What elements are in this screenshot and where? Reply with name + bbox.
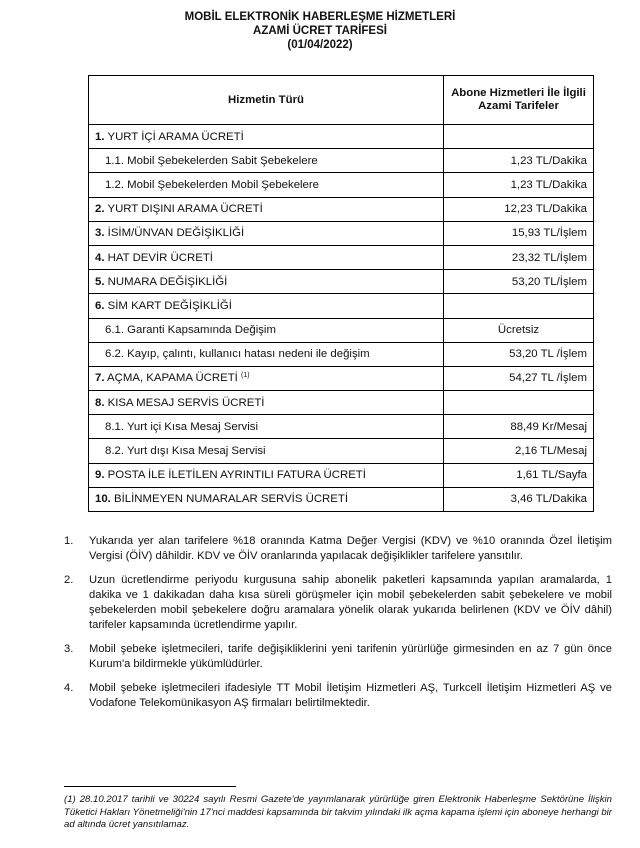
price-cell [444, 294, 594, 318]
service-label: KISA MESAJ SERVİS ÜCRETİ [107, 396, 265, 409]
price-cell: 54,27 TL /İşlem [444, 366, 594, 390]
row-number: 3. [95, 227, 105, 240]
service-label: YURT İÇİ ARAMA ÜCRETİ [107, 130, 244, 143]
row-number: 5. [95, 275, 105, 288]
table-row [89, 245, 594, 269]
price-cell: 23,32 TL/İşlem [444, 245, 594, 269]
service-label: BİLİNMEYEN NUMARALAR SERVİS ÜCRETİ [114, 493, 348, 506]
price-cell: 15,93 TL/İşlem [444, 221, 594, 245]
service-label: 1.1. Mobil Şebekelerden Sabit Şebekelere [105, 154, 318, 167]
notes-list [64, 534, 612, 720]
service-cell [89, 149, 444, 173]
note-number: 2. [64, 574, 74, 586]
row-number: 4. [95, 251, 105, 264]
table-row [89, 197, 594, 221]
note-number: 3. [64, 643, 74, 655]
table-row [89, 270, 594, 294]
price-cell: Ücretsiz [444, 318, 594, 342]
service-cell [89, 294, 444, 318]
service-label: 6.1. Garanti Kapsamında Değişim [105, 324, 276, 337]
service-label: HAT DEVİR ÜCRETİ [107, 251, 213, 264]
table-row [89, 125, 594, 149]
list-item [64, 681, 612, 711]
table-row [89, 487, 594, 511]
service-label: NUMARA DEĞİŞİKLİĞİ [107, 275, 228, 288]
table-row [89, 173, 594, 197]
service-cell [89, 125, 444, 149]
table-row [89, 415, 594, 439]
service-label: POSTA İLE İLETİLEN AYRINTILI FATURA ÜCRETİ [107, 469, 366, 482]
service-label: 8.2. Yurt dışı Kısa Mesaj Servisi [105, 445, 266, 458]
footnote-divider [64, 786, 236, 787]
row-number: 7. [95, 372, 105, 385]
service-cell [89, 318, 444, 342]
tariff-table-body [89, 125, 594, 512]
service-label: YURT DIŞINI ARAMA ÜCRETİ [107, 203, 263, 216]
note-number: 4. [64, 682, 74, 694]
service-cell [89, 391, 444, 415]
table-row [89, 149, 594, 173]
service-cell [89, 463, 444, 487]
price-cell: 12,23 TL/Dakika [444, 197, 594, 221]
service-label: 1.2. Mobil Şebekelerden Mobil Şebekelere [105, 178, 320, 191]
table-row [89, 221, 594, 245]
list-item [64, 573, 612, 633]
note-number: 1. [64, 535, 74, 547]
table-row [89, 391, 594, 415]
note-text: Mobil şebeke işletmecileri, tarife değişikliklerini yeni tarifenin yürürlüğe girmesinden en az 7 gün önce Kurum'a bildirmekle yükümlüdürler. [89, 643, 612, 670]
note-text: Yukarıda yer alan tarifelere %18 oranında Katma Değer Vergisi (KDV) ve %10 oranında Özel İletişim Vergisi (ÖİV) dâhildir. KDV ve ÖİV oranlarında yapılacak değişiklikler tarifelere yansıtılır. [89, 535, 612, 562]
row-number: 9. [95, 469, 105, 482]
table-row [89, 366, 594, 390]
service-cell [89, 342, 444, 366]
row-number: 1. [95, 130, 105, 143]
price-cell: 88,49 Kr/Mesaj [444, 415, 594, 439]
service-cell [89, 221, 444, 245]
header-subtitle: AZAMİ ÜCRET TARİFESİ [253, 25, 387, 37]
service-cell [89, 270, 444, 294]
header-title: MOBİL ELEKTRONİK HABERLEŞME HİZMETLERİ [184, 11, 456, 23]
list-item [64, 534, 612, 564]
price-cell: 2,16 TL/Mesaj [444, 439, 594, 463]
service-cell [89, 366, 444, 390]
price-cell: 1,61 TL/Sayfa [444, 463, 594, 487]
price-cell [444, 391, 594, 415]
price-cell: 1,23 TL/Dakika [444, 149, 594, 173]
row-number: 2. [95, 203, 105, 216]
note-text: Mobil şebeke işletmecileri ifadesiyle TT Mobil İletişim Hizmetleri AŞ, Turkcell İletişim Hizmetleri AŞ ve Vodafone Telekomünikasyon AŞ firmaları belirtilmektedir. [89, 682, 612, 709]
document-header [0, 10, 640, 52]
service-label: 6.2. Kayıp, çalıntı, kullanıcı hatası nedeni ile değişim [105, 348, 370, 361]
price-cell [444, 125, 594, 149]
service-label: 8.1. Yurt içi Kısa Mesaj Servisi [105, 420, 258, 433]
service-cell [89, 487, 444, 511]
footnote-reference: (1) [241, 372, 250, 380]
column-header-price: Abone Hizmetleri İle İlgili Azami Tarifeler [444, 76, 594, 125]
footnote: (1) 28.10.2017 tarihli ve 30224 sayılı Resmi Gazete'de yayımlanarak yürürlüğe giren Elektronik Haberleşme Sektörüne İlişkin Tüketici Hakları Yönetmeliği'nin 17'nci maddesi kapsamında bir takvim yılındaki ilk açma kapama işlemi için aboneye herhangi bir ad altında ücret yansıtılamaz. [64, 794, 612, 830]
table-row [89, 294, 594, 318]
service-label: İSİM/ÜNVAN DEĞİŞİKLİĞİ [107, 227, 245, 240]
table-row [89, 342, 594, 366]
table-header-row [89, 76, 594, 125]
tariff-table [88, 75, 594, 512]
row-number: 8. [95, 396, 105, 409]
service-cell [89, 439, 444, 463]
service-cell [89, 197, 444, 221]
note-text: Uzun ücretlendirme periyodu kurgusuna sahip abonelik paketleri kapsamında yapılan aramalarda, 1 dakika ve 1 dakikadan daha kısa süreli görüşmeler için mobil şebekelerden sabit şebekelere ve mobil şebekelerden mobil şebekelere doğru aramalara yönelik olarak yukarıda belirlenen (KDV ve ÖİV dâhil) tarifeler kapsamında ücretlendirme yapılır. [89, 574, 612, 631]
row-number: 10. [95, 493, 111, 506]
service-cell [89, 415, 444, 439]
service-label: SİM KART DEĞİŞİKLİĞİ [107, 299, 232, 312]
table-row [89, 463, 594, 487]
price-cell: 1,23 TL/Dakika [444, 173, 594, 197]
service-cell [89, 173, 444, 197]
list-item [64, 642, 612, 672]
table-row [89, 318, 594, 342]
price-cell: 53,20 TL/İşlem [444, 270, 594, 294]
price-cell: 3,46 TL/Dakika [444, 487, 594, 511]
price-cell: 53,20 TL /İşlem [444, 342, 594, 366]
table-row [89, 439, 594, 463]
column-header-service: Hizmetin Türü [89, 76, 444, 125]
row-number: 6. [95, 299, 105, 312]
service-cell [89, 245, 444, 269]
header-date: (01/04/2022) [287, 39, 353, 51]
service-label: AÇMA, KAPAMA ÜCRETİ [107, 372, 238, 385]
